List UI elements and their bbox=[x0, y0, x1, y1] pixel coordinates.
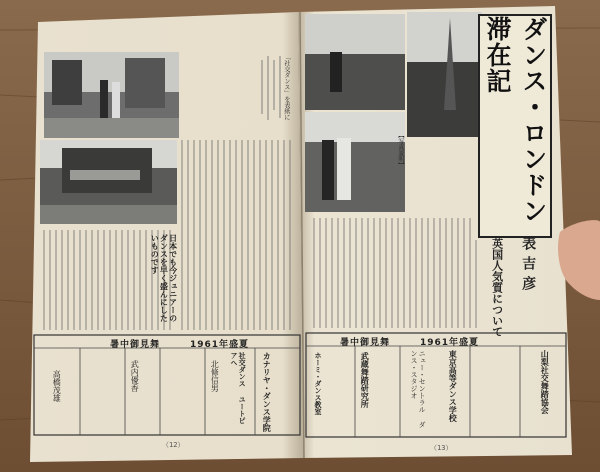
right-ad-banner: 暑中御見舞 bbox=[340, 338, 391, 348]
ad-musashi: 武蔵舞踏研究所 bbox=[360, 352, 371, 408]
photo-memorial bbox=[407, 12, 482, 137]
ad-homi: ホーミ・ダンス教室 bbox=[314, 352, 324, 415]
left-ad-year: 1961年盛夏 bbox=[190, 340, 250, 350]
ad-hojo: 北條信男 bbox=[210, 360, 220, 392]
article-title: ダンス・ロンドン滞在記 bbox=[478, 14, 552, 238]
ad-takeuchi: 武内優香 bbox=[130, 360, 140, 392]
right-ad-year: 1961年盛夏 bbox=[420, 338, 480, 348]
ad-takahashi: 高橋茂雄 bbox=[52, 370, 62, 402]
article-author: 表吉彦 bbox=[520, 236, 537, 296]
page-number-right: （13） bbox=[430, 444, 453, 452]
photo-couple-river bbox=[305, 112, 405, 212]
ad-tokyo-koto: 東京高等ダンス学校 bbox=[448, 350, 459, 422]
ad-canary: カナリヤ・ダンス学院 bbox=[262, 352, 273, 432]
caption-left: 「社交ダンス」を表紙に bbox=[282, 54, 290, 120]
ad-new-central: ニュー・セントラル ダンス・スタジオ bbox=[410, 350, 427, 428]
photo-river-man bbox=[305, 14, 405, 110]
photo-street-couple bbox=[44, 52, 179, 138]
caption-right: 【写真説明】 bbox=[396, 132, 404, 168]
left-ad-banner: 暑中御見舞 bbox=[110, 340, 161, 350]
page-number-left: （12） bbox=[162, 441, 185, 449]
ad-utopia: 社交ダンス ユートピアへ bbox=[230, 352, 248, 424]
article-subheading: 英国人気質について bbox=[490, 238, 504, 337]
ad-yamanashi: 山梨社交舞踏協会 bbox=[540, 350, 551, 414]
photo-london-street bbox=[40, 140, 177, 224]
left-column-pullquote: 日本でも今ジュニアーのダンスを早く盛んにしたいものです bbox=[150, 234, 179, 322]
